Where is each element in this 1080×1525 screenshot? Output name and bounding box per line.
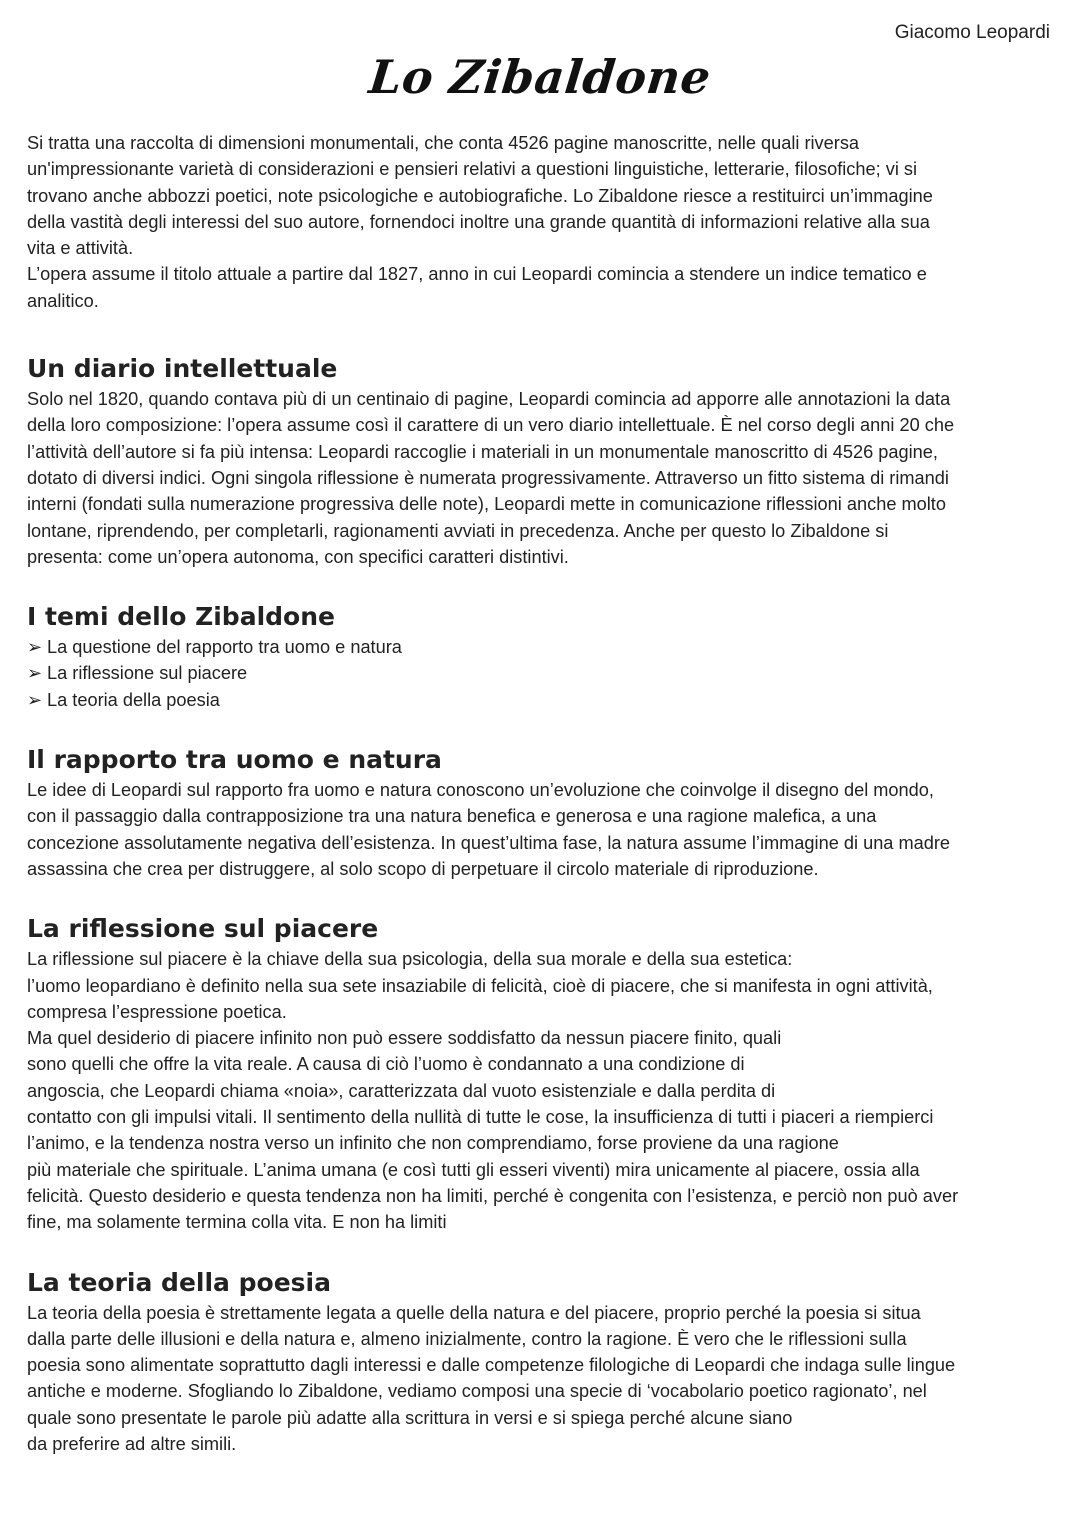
paragraph-line: Le idee di Leopardi sul rapporto fra uomo e natura conoscono un’evoluzione che coinvolge il disegno del mondo,	[27, 780, 934, 801]
intro-section	[27, 130, 1055, 314]
paragraph-line: L’opera assume il titolo attuale a partire dal 1827, anno in cui Leopardi comincia a stendere un indice tematico e	[27, 264, 927, 285]
paragraph-line: da preferire ad altre simili.	[27, 1433, 237, 1454]
list-item: ➢ La teoria della poesia	[27, 687, 1055, 713]
section-heading: La teoria della poesia	[27, 1267, 331, 1297]
paragraph-line: vita e attività.	[27, 238, 134, 259]
paragraph-line: con il passaggio dalla contrapposizione tra una natura benefica e generosa e una ragione malefica, a una	[27, 806, 877, 827]
section-piacere	[27, 912, 1055, 1235]
paragraph-line: l’animo, e la tendenza nostra verso un infinito che non comprendiamo, forse proviene da una ragione	[27, 1133, 839, 1154]
paragraph-line: l’uomo leopardiano è definito nella sua sete insaziabile di felicità, cioè di piacere, che si manifesta in ogni attività,	[27, 975, 933, 996]
paragraph-line: fine, ma solamente termina colla vita. E non ha limiti	[27, 1212, 447, 1233]
paragraph-line: lontane, riprendendo, per completarli, ragionamenti avviati in precedenza. Anche per questo lo Zibaldone si	[27, 520, 889, 541]
paragraph-line: Solo nel 1820, quando contava più di un centinaio di pagine, Leopardi comincia ad apporre alle annotazioni la data	[27, 389, 951, 410]
paragraph-line: angoscia, che Leopardi chiama «noia», caratterizzata dal vuoto esistenziale e dalla perdita di	[27, 1080, 776, 1101]
document-body	[27, 130, 1055, 1457]
paragraph-line: della vastità degli interessi del suo autore, fornendoci inoltre una grande quantità di informazioni relative alla sua	[27, 211, 930, 232]
paragraph-line: dalla parte delle illusioni e della natura e, almeno inizialmente, contro la ragione. È vero che le riflessioni sulla	[27, 1328, 907, 1349]
author-name: Giacomo Leopardi	[894, 22, 1050, 43]
paragraph-line: antiche e moderne. Sfogliando lo Zibaldone, vediamo composi una specie di ‘vocabolario poetico ragionato’, nel	[27, 1381, 927, 1402]
section-heading: La riflessione sul piacere	[27, 914, 379, 944]
paragraph-line: compresa l’espressione poetica.	[27, 1001, 287, 1022]
paragraph-line: quale sono presentate le parole più adatte alla scrittura in versi e si spiega perché alcune siano	[27, 1407, 793, 1428]
paragraph-line: assassina che crea per distruggere, al solo scopo di perpetuare il circolo materiale di riproduzione.	[27, 858, 819, 879]
paragraph-line: concezione assolutamente negativa dell’esistenza. In quest’ultima fase, la natura assume l’immagine di una madre	[27, 832, 951, 853]
section-diario	[27, 352, 1055, 570]
section-natura	[27, 743, 1055, 882]
paragraph-line: contatto con gli impulsi vitali. Il sentimento della nullità di tutte le cose, la insufficienza di tutti i piaceri a riempierci	[27, 1107, 934, 1128]
list-item: ➢ La questione del rapporto tra uomo e natura	[27, 634, 1055, 660]
paragraph-line: un'impressionante varietà di considerazioni e pensieri relativi a questioni linguistiche, letterarie, filosofiche; vi si	[27, 159, 918, 180]
paragraph-line: della loro composizione: l’opera assume così il carattere di un vero diario intellettuale. È nel corso degli anni 20 che	[27, 415, 955, 436]
paragraph-line: dotato di diversi indici. Ogni singola riflessione è numerata progressivamente. Attraverso un fitto sistema di rimandi	[27, 467, 949, 488]
list-item: ➢ La riflessione sul piacere	[27, 660, 1055, 686]
section-heading: I temi dello Zibaldone	[27, 602, 335, 632]
paragraph-line: poesia sono alimentate soprattutto dagli interessi e dalle competenze filologiche di Leopardi che indaga sulle lingue	[27, 1355, 956, 1376]
paragraph-line: più materiale che spirituale. L’anima umana (e così tutti gli esseri viventi) mira unicamente al piacere, ossia alla	[27, 1159, 920, 1180]
paragraph-line: sono quelli che offre la vita reale. A causa di ciò l’uomo è condannato a una condizione di	[27, 1054, 745, 1075]
arrow-bullet-icon: ➢	[27, 689, 43, 710]
page-title: Lo Zibaldone	[366, 50, 714, 104]
paragraph-line: l’attività dell’autore si fa più intensa: Leopardi raccoglie i materiali in un monumentale manoscritto di 4526 pagine,	[27, 441, 938, 462]
paragraph-line: trovano anche abbozzi poetici, note psicologiche e autobiografiche. Lo Zibaldone riesce a restituirci un’immagine	[27, 185, 933, 206]
section-heading: Un diario intellettuale	[27, 354, 338, 384]
paragraph-line: interni (fondati sulla numerazione progressiva delle note), Leopardi mette in comunicazione riflessioni anche molto	[27, 494, 946, 515]
arrow-bullet-icon: ➢	[27, 637, 43, 658]
paragraph-line: presenta: come un’opera autonoma, con specifici caratteri distintivi.	[27, 546, 569, 567]
paragraph-line: felicità. Questo desiderio e questa tendenza non ha limiti, perché è congenita con l’esistenza, e perciò non può aver	[27, 1185, 959, 1206]
section-temi	[27, 600, 1055, 713]
paragraph-line: Si tratta una raccolta di dimensioni monumentali, che conta 4526 pagine manoscritte, nelle quali riversa	[27, 133, 860, 153]
section-poesia	[27, 1266, 1055, 1458]
paragraph-line: La teoria della poesia è strettamente legata a quelle della natura e del piacere, proprio perché la poesia si situa	[27, 1302, 921, 1323]
paragraph-line: analitico.	[27, 290, 99, 311]
arrow-bullet-icon: ➢	[27, 663, 43, 684]
paragraph-line: La riflessione sul piacere è la chiave della sua psicologia, della sua morale e della sua estetica:	[27, 949, 793, 970]
paragraph-line: Ma quel desiderio di piacere infinito non può essere soddisfatto da nessun piacere finito, quali	[27, 1028, 782, 1049]
section-heading: Il rapporto tra uomo e natura	[27, 745, 442, 775]
